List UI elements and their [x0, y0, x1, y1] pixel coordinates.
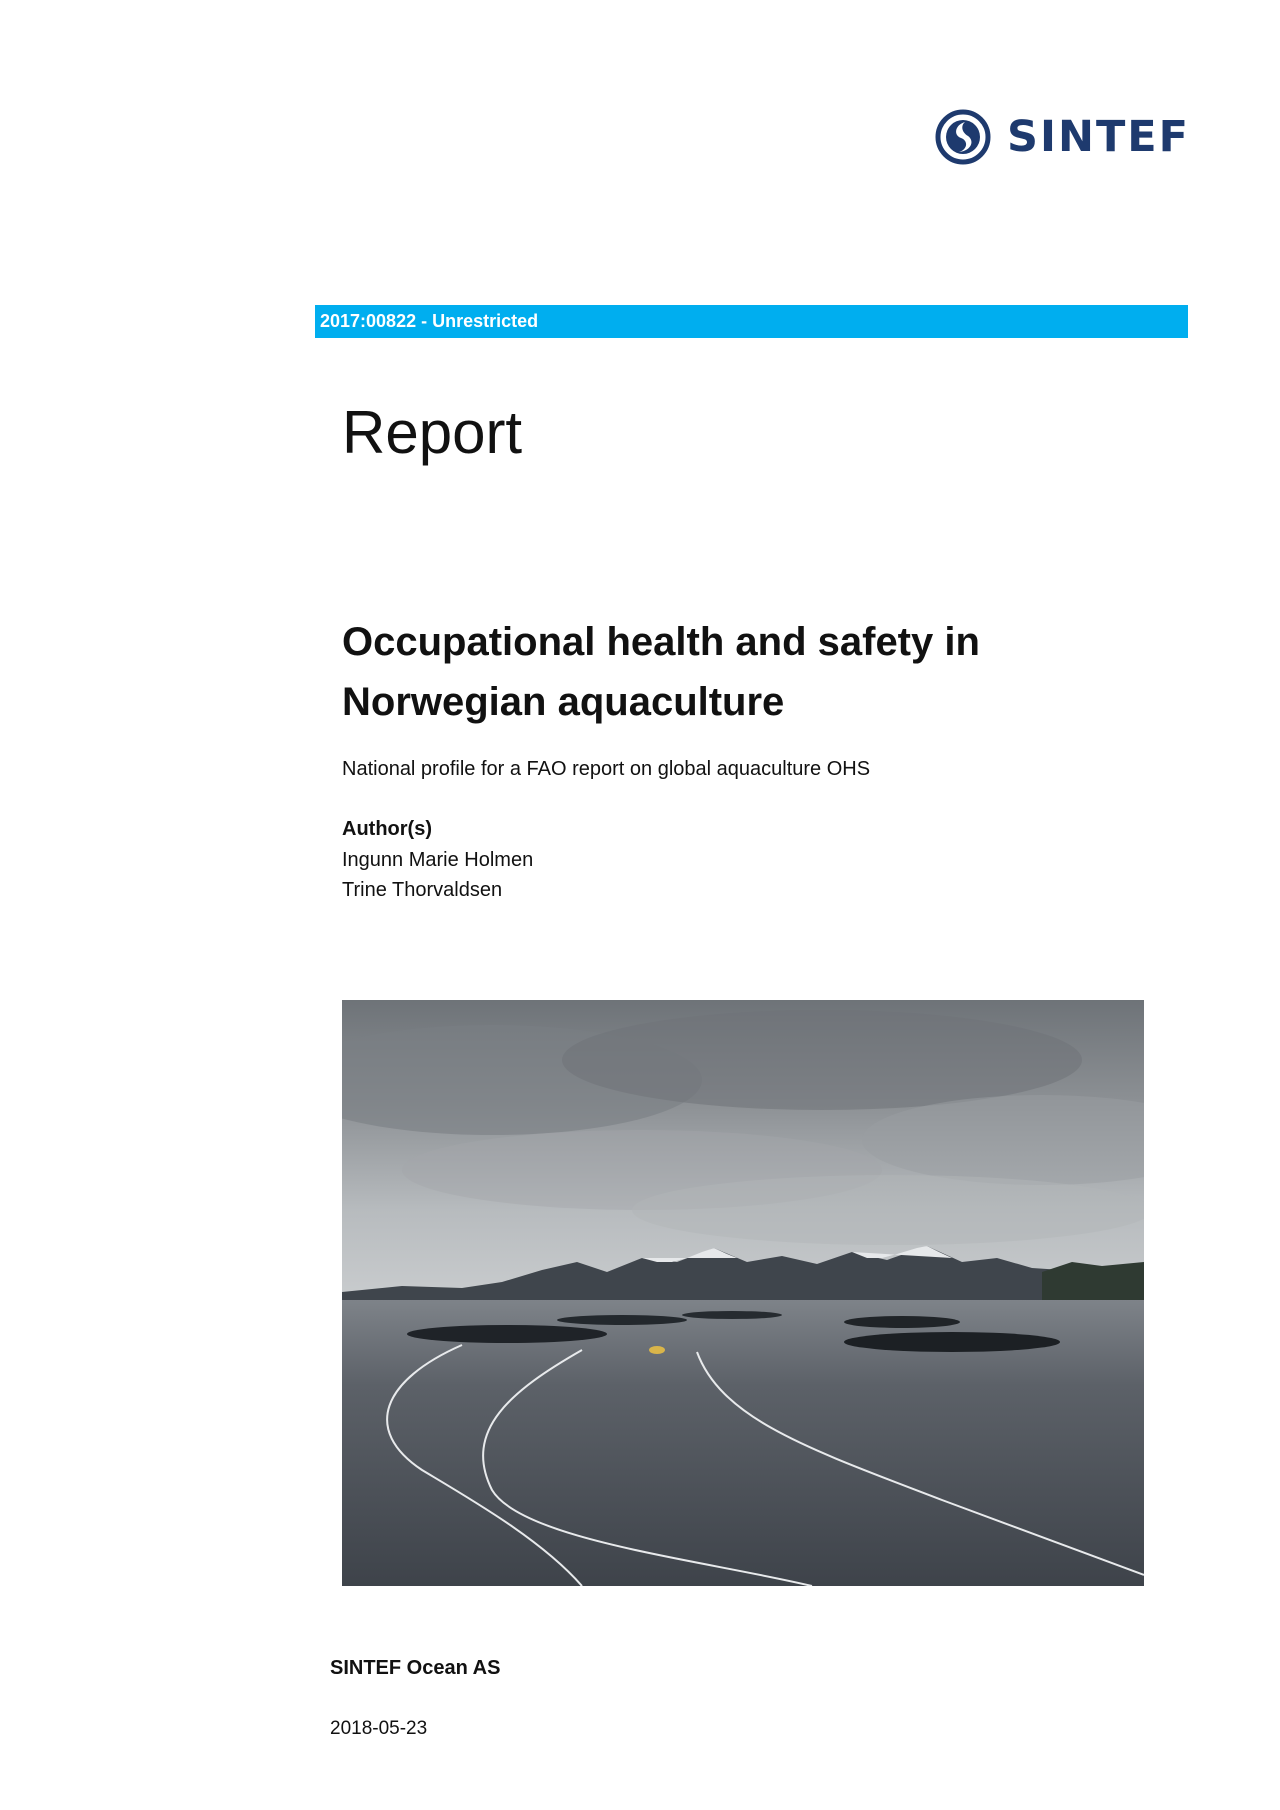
sintef-logo — [935, 108, 1190, 166]
report-date: 2018-05-23 — [330, 1718, 428, 1739]
classification-label: 2017:00822 - Unrestricted — [315, 305, 1188, 338]
authors-heading: Author(s) — [342, 818, 432, 840]
brand-name: SINTEF — [1007, 111, 1191, 162]
report-title: Occupational health and safety in Norwegian aquaculture — [342, 620, 980, 724]
institution-name: SINTEF Ocean AS — [330, 1657, 501, 1679]
report-subtitle: National profile for a FAO report on global aquaculture OHS — [342, 758, 871, 780]
author-name: Ingunn Marie Holmen — [342, 849, 534, 871]
sintef-logo-icon — [935, 109, 991, 165]
fish-farm-photo — [342, 1000, 1144, 1586]
document-type: Report — [342, 399, 523, 466]
author-name: Trine Thorvaldsen — [342, 879, 503, 901]
